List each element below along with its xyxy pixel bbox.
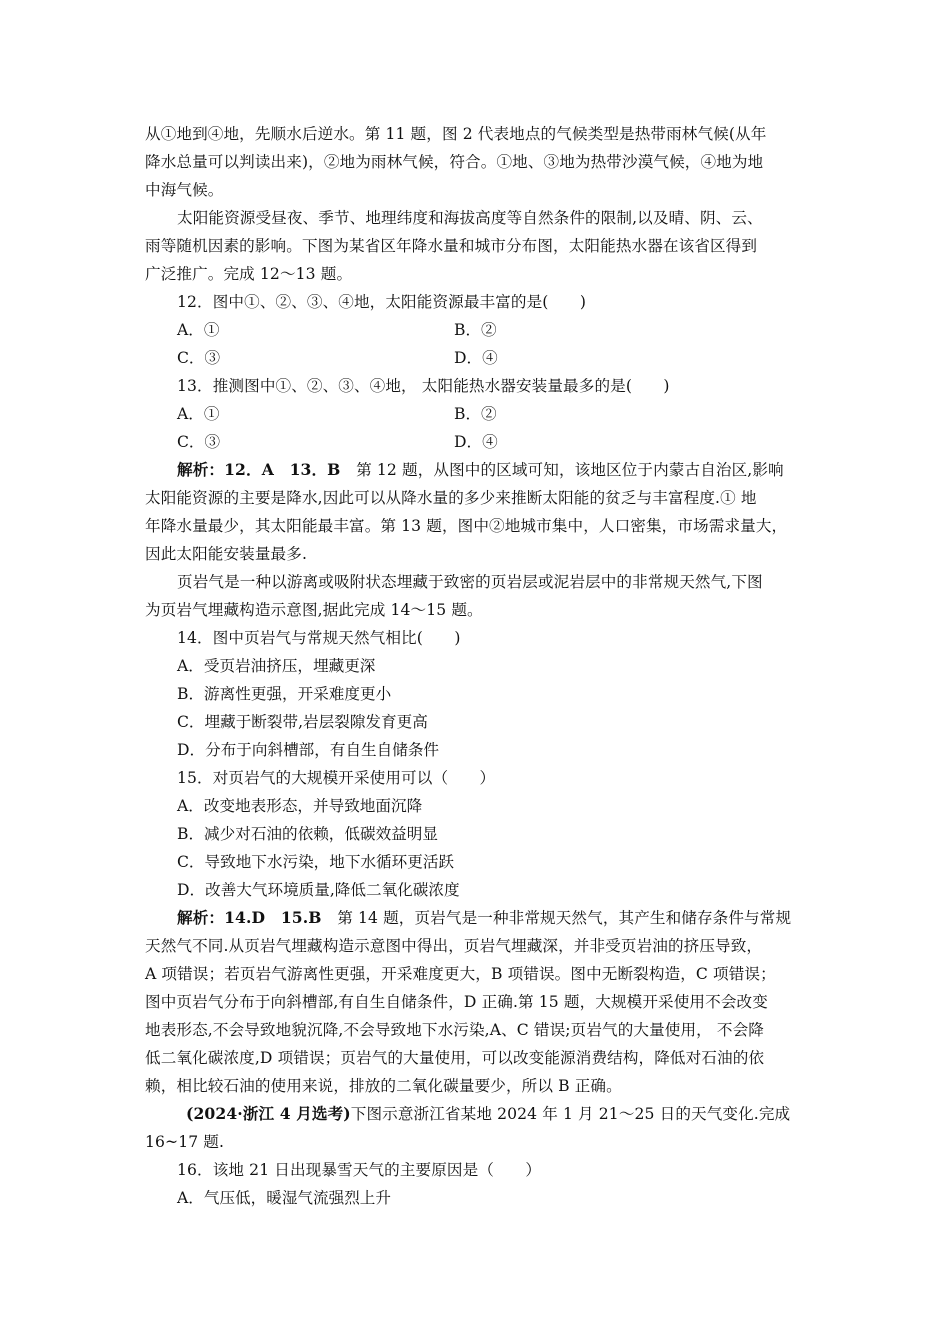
text-line: 图中页岩气分布于向斜槽部,有自生自储条件，D 正确.第 15 题，大规模开采使用不会改变 <box>145 993 768 1011</box>
question-16-stem: 16．该地 21 日出现暴雪天气的主要原因是（ ） <box>177 1161 542 1179</box>
q14-option-d: D．分布于向斜槽部，有自生自储条件 <box>177 741 440 759</box>
text-line: 天然气不同.从页岩气埋藏构造示意图中得出，页岩气埋藏深，并非受页岩油的挤压导致， <box>145 937 763 955</box>
text-line: 页岩气是一种以游离或吸附状态埋藏于致密的页岩层或泥岩层中的非常规天然气,下图 <box>177 573 763 591</box>
text-line: 年降水量最少，其太阳能最丰富。第 13 题，图中②地城市集中，人口密集，市场需求量大， <box>145 517 788 535</box>
text-line: 低二氧化碳浓度,D 项错误；页岩气的大量使用，可以改变能源消费结构，降低对石油的依 <box>145 1049 765 1067</box>
q15-option-c: C．导致地下水污染，地下水循环更活跃 <box>177 853 455 871</box>
text-line: 广泛推广。完成 12～13 题。 <box>145 265 353 283</box>
analysis-answer: 12．A 13．B <box>224 460 341 479</box>
question-15-stem: 15．对页岩气的大规模开采使用可以（ ） <box>177 769 496 787</box>
analysis-label: 解析： <box>177 460 225 479</box>
q12-option-c: C．③ <box>177 349 221 367</box>
text-line: 中海气候。 <box>145 181 224 199</box>
q12-option-b: B．② <box>454 321 497 339</box>
q13-option-b: B．② <box>454 405 497 423</box>
text-line: 因此太阳能安装量最多. <box>145 545 307 563</box>
q14-option-c: C．埋藏于断裂带,岩层裂隙发育更高 <box>177 713 428 731</box>
text-line: 地表形态,不会导致地貌沉降,不会导致地下水污染,A、C 错误;页岩气的大量使用， 不会降 <box>145 1021 765 1039</box>
text-line: 太阳能资源的主要是降水,因此可以从降水量的多少来推断太阳能的贫乏与丰富程度.① 地 <box>145 489 757 507</box>
analysis-answer: 14.D 15.B <box>224 908 322 927</box>
source-tag: (2024·浙江 4 月选考) <box>186 1104 351 1123</box>
text-line: 为页岩气埋藏构造示意图,据此完成 14～15 题。 <box>145 601 483 619</box>
analysis-14-15-line <box>177 908 842 928</box>
text-line: 太阳能资源受昼夜、季节、地理纬度和海拔高度等自然条件的限制,以及晴、阴、云、 <box>177 209 763 227</box>
question-13-stem: 13．推测图中①、②、③、④地， 太阳能热水器安装量最多的是( ) <box>177 377 670 395</box>
analysis-12-13-line <box>177 460 842 480</box>
text-line: A 项错误；若页岩气游离性更强，开采难度更大，B 项错误。图中无断裂构造，C 项错误； <box>145 965 776 983</box>
question-12-stem: 12．图中①、②、③、④地，太阳能资源最丰富的是( ) <box>177 293 587 311</box>
q14-option-b: B．游离性更强，开采难度更小 <box>177 685 392 703</box>
intro-text: 下图示意浙江省某地 2024 年 1 月 21～25 日的天气变化.完成 <box>350 1105 791 1123</box>
q13-option-c: C．③ <box>177 433 221 451</box>
q15-option-b: B．减少对石油的依赖，低碳效益明显 <box>177 825 438 843</box>
text-line: 赖，相比较石油的使用来说，排放的二氧化碳量要少，所以 B 正确。 <box>145 1077 622 1095</box>
analysis-label: 解析： <box>177 908 225 927</box>
zhejiang-intro-line <box>186 1104 851 1124</box>
q15-option-d: D．改善大气环境质量,降低二氧化碳浓度 <box>177 881 460 899</box>
analysis-text: 第 12 题，从图中的区域可知，该地区位于内蒙古自治区,影响 <box>340 461 784 479</box>
text-line: 降水总量可以判读出来)，②地为雨林气候，符合。①地、③地为热带沙漠气候，④地为地 <box>145 153 764 171</box>
text-line: 从①地到④地，先顺水后逆水。第 11 题，图 2 代表地点的气候类型是热带雨林气候(从年 <box>145 125 767 143</box>
q15-option-a: A．改变地表形态，并导致地面沉降 <box>177 797 423 815</box>
q13-option-a: A．① <box>177 405 220 423</box>
q16-option-a: A．气压低，暖湿气流强烈上升 <box>177 1189 391 1207</box>
q14-option-a: A．受页岩油挤压，埋藏更深 <box>177 657 376 675</box>
question-14-stem: 14．图中页岩气与常规天然气相比( ) <box>177 629 461 647</box>
analysis-text: 第 14 题，页岩气是一种非常规天然气，其产生和储存条件与常规 <box>321 909 792 927</box>
q12-option-a: A．① <box>177 321 220 339</box>
text-line: 16~17 题. <box>145 1133 225 1151</box>
q13-option-d: D．④ <box>454 433 498 451</box>
text-line: 雨等随机因素的影响。下图为某省区年降水量和城市分布图，太阳能热水器在该省区得到 <box>145 237 758 255</box>
q12-option-d: D．④ <box>454 349 498 367</box>
